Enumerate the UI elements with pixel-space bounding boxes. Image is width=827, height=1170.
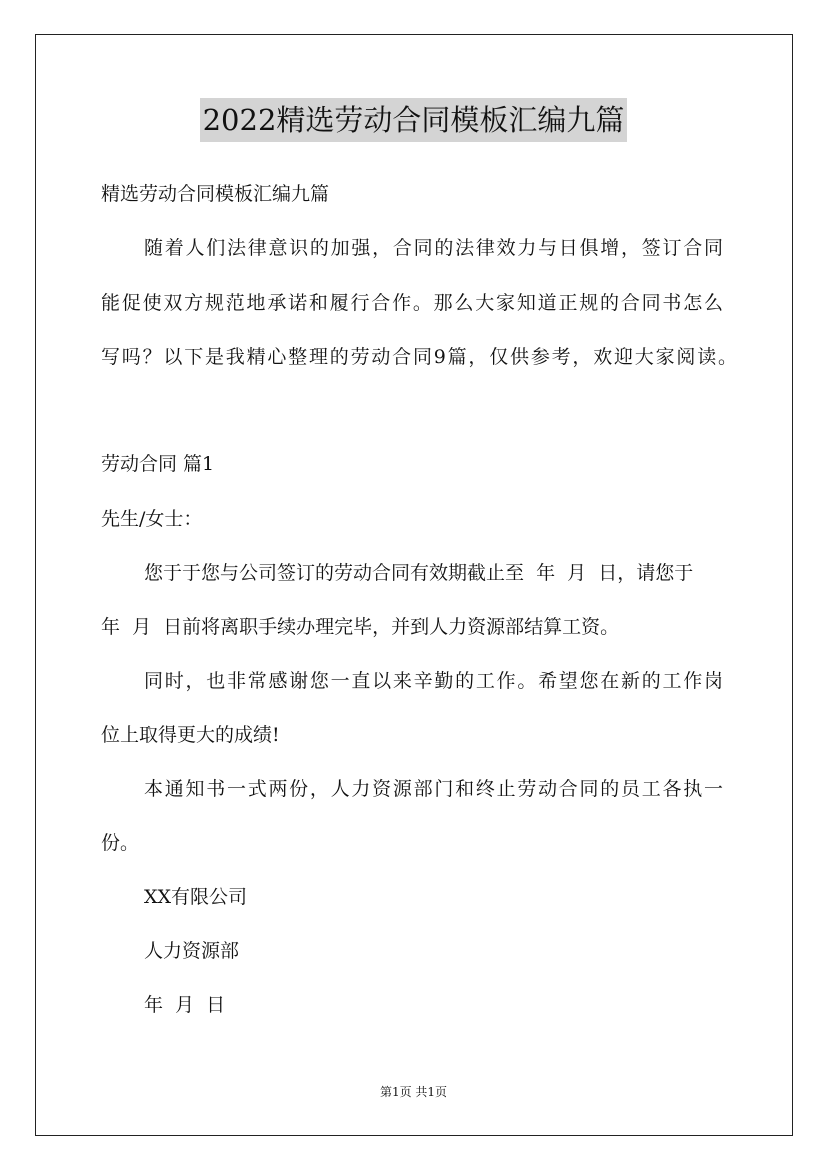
body-line-1: 您于于您与公司签订的劳动合同有效期截止至 年 月 日，请您于 bbox=[144, 562, 694, 584]
intro-line-1: 随着人们法律意识的加强，合同的法律效力与日俱增，签订合同 bbox=[144, 237, 723, 259]
body-line-3: 同时，也非常感谢您一直以来辛勤的工作。希望您在新的工作岗 bbox=[144, 670, 723, 692]
document-subtitle: 精选劳动合同模板汇编九篇 bbox=[101, 183, 330, 205]
section-heading: 劳动合同 篇1 bbox=[101, 453, 215, 475]
document-title: 2022精选劳动合同模板汇编九篇 bbox=[200, 98, 628, 142]
intro-line-3: 写吗？以下是我精心整理的劳动合同9篇，仅供参考，欢迎大家阅读。 bbox=[101, 346, 737, 368]
page-footer: 第1页 共1页 bbox=[379, 1085, 448, 1099]
signature-date: 年 月 日 bbox=[144, 994, 226, 1016]
signature-company: XX有限公司 bbox=[144, 886, 248, 908]
body-line-2: 年 月 日前将离职手续办理完毕，并到人力资源部结算工资。 bbox=[101, 616, 620, 638]
title-container bbox=[0, 98, 827, 142]
body-line-6: 份。 bbox=[101, 832, 140, 854]
body-line-4: 位上取得更大的成绩! bbox=[101, 724, 280, 746]
salutation: 先生/女士： bbox=[101, 508, 203, 530]
body-line-5: 本通知书一式两份，人力资源部门和终止劳动合同的员工各执一 bbox=[144, 778, 723, 800]
signature-department: 人力资源部 bbox=[144, 940, 240, 962]
intro-line-2: 能促使双方规范地承诺和履行合作。那么大家知道正规的合同书怎么 bbox=[101, 292, 723, 314]
